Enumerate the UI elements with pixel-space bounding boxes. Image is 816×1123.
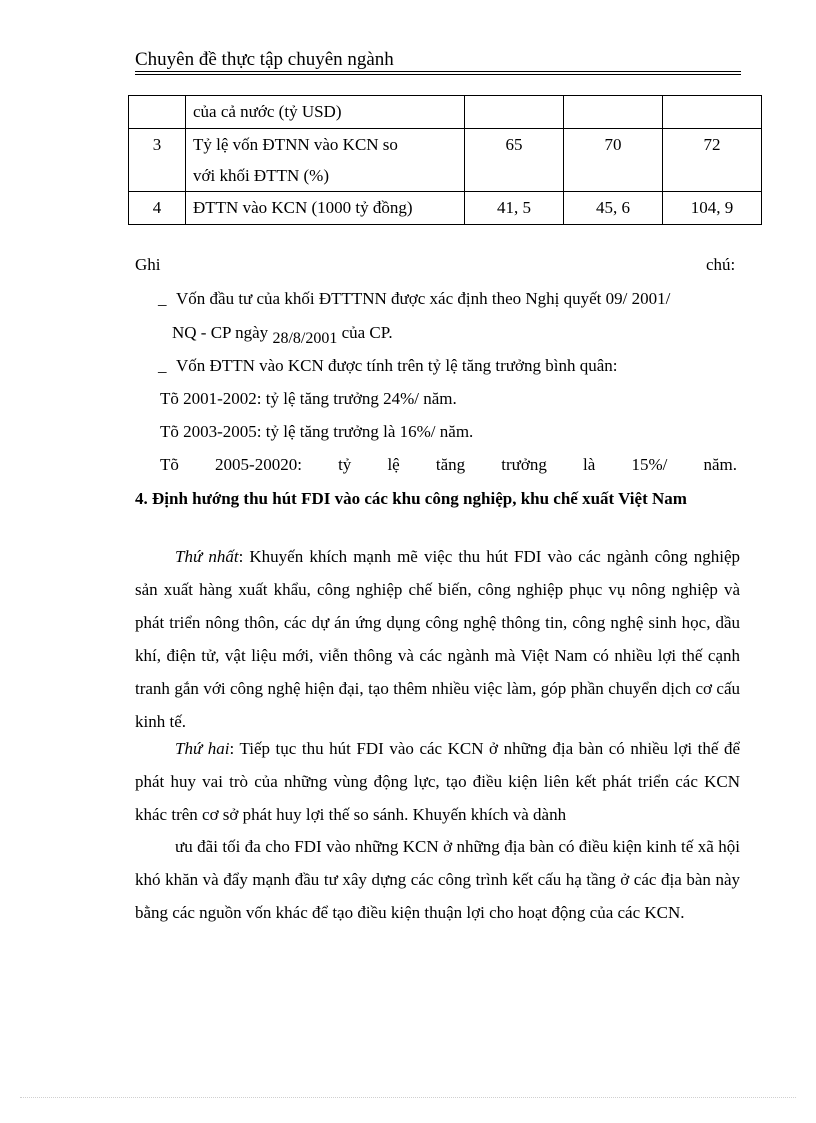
note-word: là (583, 455, 596, 474)
value-cell: 41, 5 (465, 192, 564, 225)
value-cell (465, 96, 564, 129)
dash-bullet: _ (158, 356, 167, 375)
row-description (186, 96, 465, 129)
note-growth-line-justified (160, 448, 737, 481)
note-word: Tõ (160, 455, 179, 474)
note-word: tăng (435, 455, 466, 474)
note-text: Vốn ĐTTN vào KCN được tính trên tỷ lệ tăng trưởng bình quân: (176, 356, 618, 375)
row-number: 3 (129, 129, 186, 192)
value-cell: 70 (564, 129, 663, 192)
note-growth-line: Tõ 2001-2002: tỷ lệ tăng trưởng 24%/ năm. (160, 389, 457, 408)
paragraph-third: ưu đãi tối đa cho FDI vào những KCN ở những địa bàn có điều kiện kinh tế xã hội khó khăn và đẩy mạnh đầu tư xây dựng các công trình kết cấu hạ tầng ở các địa bàn này bằng các nguồn vốn khác để tạo điều kiện thuận lợi cho hoạt động của các KCN. (135, 837, 740, 922)
value-cell: 104, 9 (663, 192, 762, 225)
value-cell (663, 96, 762, 129)
dash-bullet: _ (158, 289, 167, 308)
table-row (129, 192, 762, 225)
row-description (186, 192, 465, 225)
note-word: trưởng (501, 455, 547, 474)
note-text: NQ - CP ngày (172, 323, 269, 342)
note-text: Vốn đầu tư của khối ĐTTTNN được xác định theo Nghị quyết 09/ 2001/ (176, 289, 671, 308)
paragraph-second (135, 732, 740, 831)
running-header: Chuyên đề thực tập chuyên ngành (135, 49, 394, 70)
note-growth-line: Tõ 2003-2005: tỷ lệ tăng trưởng là 16%/ năm. (160, 422, 474, 441)
notes-label-right: chú: (706, 255, 736, 274)
description-line: với khối ĐTTN (%) (193, 166, 329, 185)
value-cell: 72 (663, 129, 762, 192)
note-word: năm. (703, 455, 737, 474)
value-cell (564, 96, 663, 129)
paragraph-first (135, 540, 740, 738)
value-cell: 65 (465, 129, 564, 192)
page-footer-dotted-rule (20, 1097, 796, 1098)
header-rule-top (135, 71, 741, 72)
note-word: 2005-20020: (215, 455, 302, 474)
header-rule-bottom (135, 74, 741, 75)
table-row (129, 129, 762, 192)
note-item (158, 349, 618, 382)
table-row (129, 96, 762, 129)
description-line: ĐTTN vào KCN (1000 tỷ đồng) (193, 198, 413, 217)
paragraph-label: Thứ hai (175, 739, 230, 758)
note-word: tỷ (338, 455, 352, 474)
notes-label-left: Ghi (135, 255, 161, 274)
note-continuation (172, 316, 393, 350)
description-line: của cả nước (tỷ USD) (193, 102, 342, 121)
paragraph-label: Thứ nhất (175, 547, 239, 566)
row-number: 4 (129, 192, 186, 225)
row-description (186, 129, 465, 192)
note-date: 28/8/2001 (272, 330, 338, 347)
note-word: lệ (387, 455, 400, 474)
note-text: của CP. (341, 323, 393, 342)
row-number (129, 96, 186, 129)
section-heading: 4. Định hướng thu hút FDI vào các khu công nghiệp, khu chế xuất Việt Nam (135, 489, 687, 508)
paragraph-text: : Tiếp tục thu hút FDI vào các KCN ở những địa bàn có nhiều lợi thế để phát huy vai trò của những vùng động lực, tạo điều kiện liên kết phát triển các KCN khác trên cơ sở phát huy lợi thế so sánh. Khuyến khích và dành (135, 739, 741, 824)
value-cell: 45, 6 (564, 192, 663, 225)
note-item (158, 282, 670, 315)
statistics-table (128, 95, 762, 225)
paragraph-text: : Khuyến khích mạnh mẽ việc thu hút FDI vào các ngành công nghiệp sản xuất hàng xuất khẩu, công nghiệp chế biến, công nghiệp phục vụ nông nghiệp và phát triển nông thôn, các dự án ứng dụng công nghệ thông tin, công nghệ sinh học, dầu khí, điện tử, vật liệu mới, viễn thông và các ngành mà Việt Nam có nhiều lợi thế cạnh tranh gắn với công nghệ hiện đại, tạo thêm nhiều việc làm, góp phần chuyển dịch cơ cấu kinh tế. (135, 547, 741, 731)
description-line: Tỷ lệ vốn ĐTNN vào KCN so (193, 135, 398, 154)
note-word: 15%/ (631, 455, 668, 474)
